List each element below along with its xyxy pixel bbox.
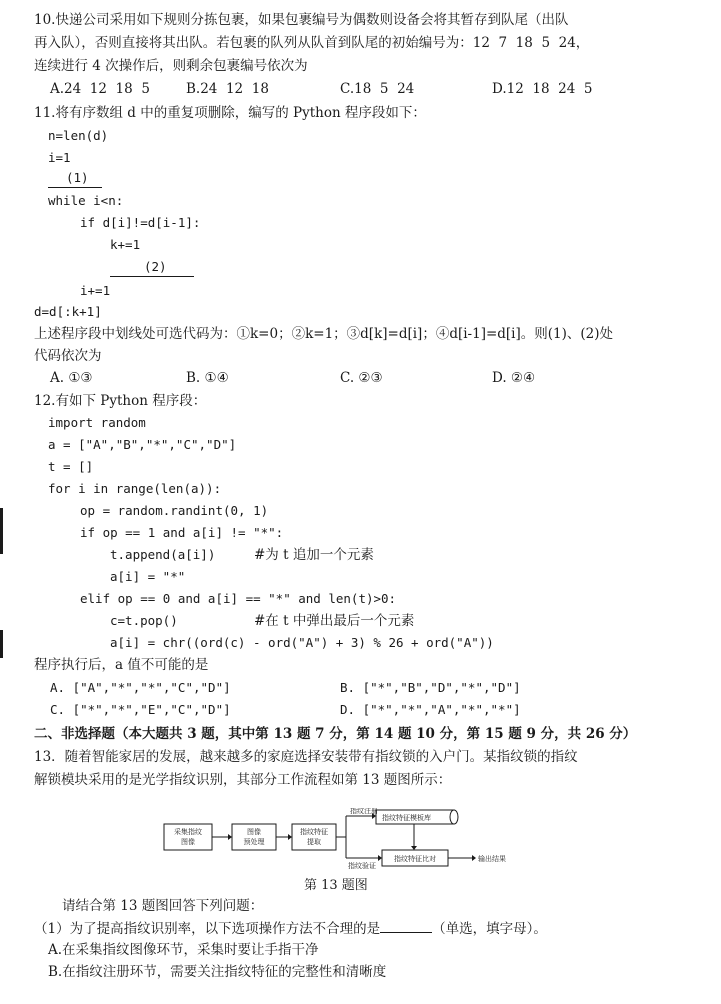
q10-line-3: 连续进行 4 次操作后，则剩余包裹编号依次为 bbox=[34, 58, 308, 74]
q11-title: 11.将有序数组 d 中的重复项删除，编写的 Python 程序段如下： bbox=[34, 105, 426, 121]
q13-sub1-text: （1）为了提高指纹识别率，以下选项操作方法不合理的是 bbox=[34, 921, 381, 937]
q11-code-line: d=d[:k+1] bbox=[34, 304, 102, 319]
q11-option-c: C. ②③ bbox=[340, 370, 383, 386]
q11-code-line: k+=1 bbox=[110, 237, 141, 252]
q12-option-d: D. ["*","*","A","*","*"] bbox=[340, 702, 521, 717]
q12-code-comment: #为 t 追加一个元素 bbox=[254, 547, 374, 563]
q12-title: 12.有如下 Python 程序段： bbox=[34, 393, 207, 409]
q12-option-b: B. ["*","B","D","*","D"] bbox=[340, 680, 521, 695]
q13-figure-caption: 第 13 题图 bbox=[304, 878, 368, 893]
q11-code-line: i+=1 bbox=[80, 283, 111, 298]
q12-code-line: if op == 1 and a[i] != "*": bbox=[80, 525, 284, 540]
label-register: 指纹注册 bbox=[350, 808, 378, 815]
q11-code-line: if d[i]!=d[i-1]: bbox=[80, 215, 201, 230]
q11-text-line-2: 代码依次为 bbox=[34, 348, 102, 364]
box-match-label: 指纹特征比对 bbox=[394, 855, 436, 863]
q11-option-b: B. ①④ bbox=[186, 370, 229, 386]
db-label: 指纹特征模板库 bbox=[382, 814, 431, 822]
box-preprocess-label: 预处理 bbox=[243, 838, 265, 846]
q12-code-line: a[i] = "*" bbox=[110, 569, 186, 584]
q11-code-line: while i<n: bbox=[48, 193, 124, 208]
q11-blank-2-line bbox=[110, 276, 194, 277]
q10-option-d: D.12 18 24 5 bbox=[492, 81, 593, 97]
q12-code-line: for i in range(len(a)): bbox=[48, 481, 222, 496]
label-output: 输出结果 bbox=[478, 855, 506, 863]
q10-line-1: 10.快递公司采用如下规则分拣包裹，如果包裹编号为偶数则设备会将其暂存到队尾（出队 bbox=[34, 12, 569, 28]
box-preprocess-label: 图像 bbox=[247, 828, 261, 836]
q12-code-line: t = [] bbox=[48, 459, 94, 474]
q10-line-2: 再入队），否则直接将其出队。若包裹的队列从队首到队尾的初始编号为：12 7 18 5 24， bbox=[34, 35, 590, 51]
q10-option-c: C.18 5 24 bbox=[340, 81, 415, 97]
box-extract-label: 提取 bbox=[307, 838, 321, 846]
box-capture-label: 采集指纹 bbox=[174, 828, 202, 836]
q12-code-line: t.append(a[i]) bbox=[110, 547, 216, 562]
q12-code-comment: #在 t 中弹出最后一个元素 bbox=[254, 613, 415, 629]
q10-option-b: B.24 12 18 bbox=[186, 81, 269, 97]
q11-option-d: D. ②④ bbox=[492, 370, 536, 386]
q11-text-line-1: 上述程序段中划线处可选代码为：①k=0；②k=1；③d[k]=d[i]；④d[i-1]=d[i]。则(1)、(2)处 bbox=[34, 326, 614, 342]
q13-option-a: A.在采集指纹图像环节，采集时要让手指干净 bbox=[48, 942, 319, 958]
q11-blank-2-label: (2) bbox=[144, 259, 167, 274]
q12-code-line: a[i] = chr((ord(c) - ord("A") + 3) % 26 + ord("A")) bbox=[110, 635, 494, 650]
q12-code-line: import random bbox=[48, 415, 146, 430]
q11-code-line: i=1 bbox=[48, 150, 71, 165]
scan-edge-mark bbox=[0, 508, 3, 554]
q13-option-b: B.在指纹注册环节，需要关注指纹特征的完整性和清晰度 bbox=[48, 964, 387, 980]
q11-option-a: A. ①③ bbox=[50, 370, 93, 386]
q13-flow-diagram bbox=[160, 808, 520, 874]
scan-edge-mark bbox=[0, 630, 3, 658]
q12-code-line: a = ["A","B","*","C","D"] bbox=[48, 437, 237, 452]
q12-option-c: C. ["*","*","E","C","D"] bbox=[50, 702, 231, 717]
q12-code-line: op = random.randint(0, 1) bbox=[80, 503, 269, 518]
q12-after-text: 程序执行后，a 值不可能的是 bbox=[34, 657, 209, 673]
q13-sub1-tail: （单选，填字母）。 bbox=[432, 921, 547, 937]
q10-option-a: A.24 12 18 5 bbox=[50, 81, 150, 97]
q13-line-2: 解锁模块采用的是光学指纹识别，其部分工作流程如第 13 题图所示： bbox=[34, 772, 452, 788]
section-2-heading: 二、非选择题（本大题共 3 题，其中第 13 题 7 分，第 14 题 10 分，第 15 题 9 分，共 26 分） bbox=[34, 726, 637, 742]
q12-code-line: elif op == 0 and a[i] == "*" and len(t)>0: bbox=[80, 591, 397, 606]
box-capture-label: 图像 bbox=[181, 838, 195, 846]
q11-blank-1-label: (1) bbox=[66, 170, 89, 185]
q13-sub1-answer-blank[interactable] bbox=[380, 918, 432, 933]
q13-prompt: 请结合第 13 题图回答下列问题： bbox=[62, 898, 264, 914]
q11-blank-1-line bbox=[48, 187, 102, 188]
q11-code-line: n=len(d) bbox=[48, 128, 109, 143]
q12-code-line: c=t.pop() bbox=[110, 613, 178, 628]
box-extract-label: 指纹特征 bbox=[300, 828, 328, 836]
label-verify: 指纹验证 bbox=[348, 862, 376, 870]
q13-sub1 bbox=[34, 918, 547, 939]
q12-option-a: A. ["A","*","*","C","D"] bbox=[50, 680, 231, 695]
q13-line-1: 13．随着智能家居的发展，越来越多的家庭选择安装带有指纹锁的入户门。某指纹锁的指纹 bbox=[34, 749, 578, 765]
